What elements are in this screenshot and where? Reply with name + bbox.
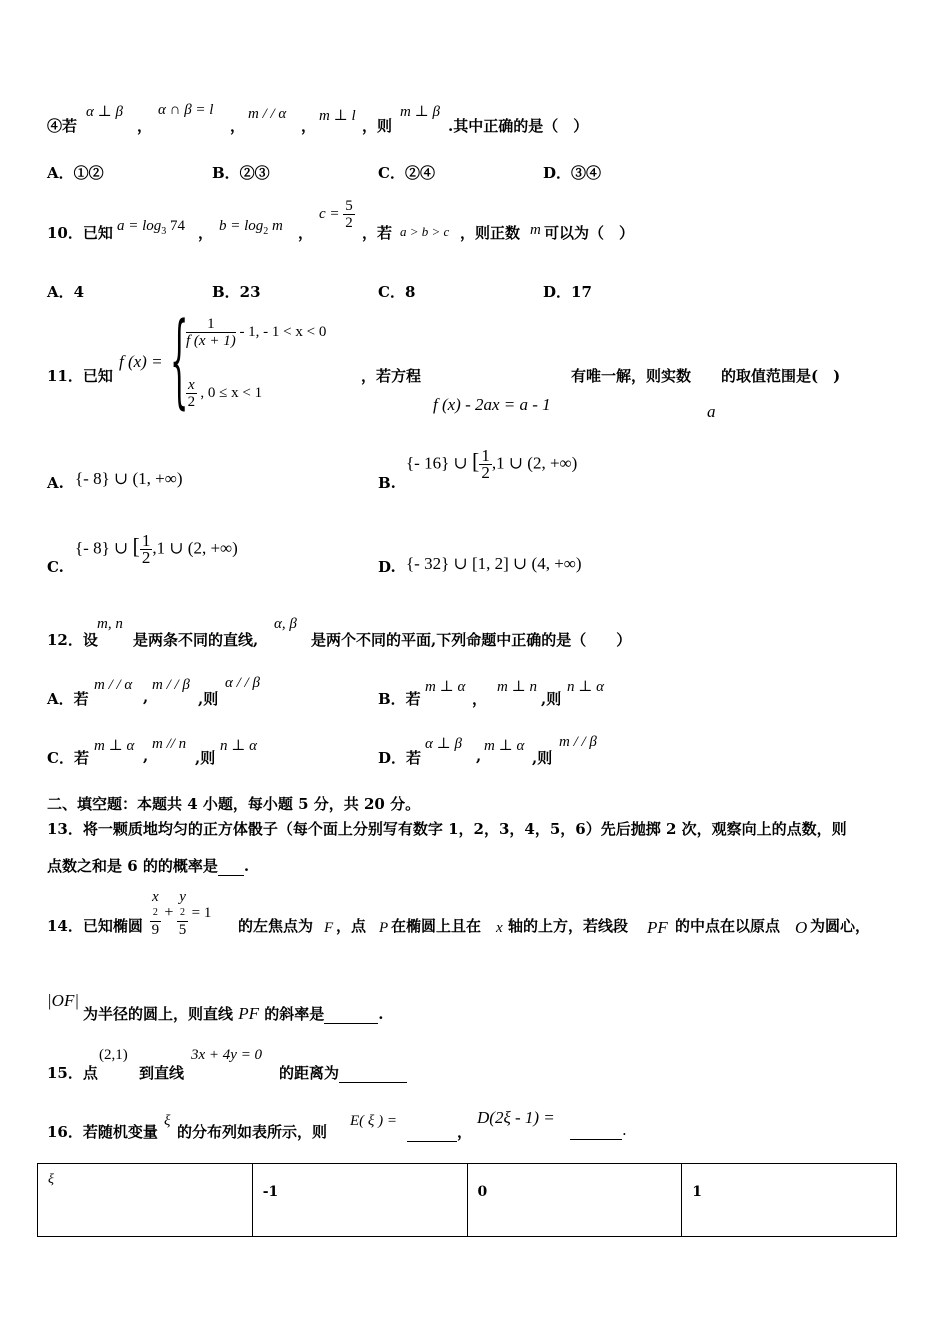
q9-m-perp-l: m ⊥ l — [319, 108, 356, 124]
q11-option-d-expr[interactable]: {- 32} ∪ [1, 2] ∪ (4, +∞) — [406, 554, 582, 573]
q16-D: D(2ξ - 1) = — [477, 1108, 555, 1127]
q16-lead: 16．若随机变量 — [47, 1123, 158, 1141]
table-cell: -1 — [252, 1164, 467, 1237]
q10-cond: a > b > c — [400, 224, 450, 239]
q16-E-blank: ， — [407, 1121, 472, 1142]
q10-b-expr: $b = \log_2 m$ — [219, 218, 283, 237]
q12-option-c-e1: m ⊥ α — [94, 738, 135, 754]
section-heading: 二、填空题：本题共 4 小题，每小题 5 分，共 20 分。 — [47, 795, 421, 813]
q9-option-a[interactable]: A．①② — [47, 164, 104, 182]
q11-case1: $\frac{1}{f (x + 1)}$ - 1, - 1 < x < 0 — [186, 316, 327, 349]
q9-alpha-cap-beta: α ∩ β = l — [158, 102, 214, 118]
q14-p-lead: ，点 — [336, 917, 367, 935]
q10-m-var: m — [530, 222, 541, 238]
q14-PF: PF — [647, 918, 668, 937]
q12-option-b-s2: ,则 — [541, 690, 562, 708]
q12-option-a-e2: m / / β — [152, 677, 190, 693]
q11-lead: 11．已知 — [47, 367, 113, 385]
q14-lead: 14．已知椭圆 — [47, 917, 143, 935]
q12-option-d-s2: ,则 — [532, 749, 553, 767]
q14-line2: 为半径的圆上，则直线 PF 的斜率是 . — [83, 1004, 384, 1023]
q11-option-c-label[interactable]: C. — [47, 558, 64, 576]
q15-point: (2,1) — [99, 1047, 128, 1063]
q11-option-b-label[interactable]: B. — [378, 474, 396, 492]
table-cell: 0 — [467, 1164, 682, 1237]
q14-on-ellipse: 在椭圆上且在 — [391, 917, 482, 935]
q12-lead: 12．设 — [47, 631, 98, 649]
q12-option-b-e1: m ⊥ α — [425, 679, 466, 695]
q12-option-d-e3: m / / β — [559, 734, 597, 750]
q12-option-a-s2: ,则 — [198, 690, 219, 708]
q14-x-axis: x — [496, 920, 503, 936]
q10-a-expr: $a = \log_3 74$ — [117, 218, 186, 237]
q11-a-var: a — [707, 402, 716, 421]
q9-option-d[interactable]: D．③④ — [543, 164, 602, 182]
q15-line: 3x + 4y = 0 — [191, 1047, 263, 1063]
q9-tail: .其中正确的是（ ） — [448, 117, 589, 135]
q14-P: P — [379, 920, 389, 936]
q12-option-c-e3: n ⊥ α — [220, 738, 257, 754]
q11-brace: { — [170, 302, 189, 421]
q9-stmt4-lead: ④若 — [47, 117, 78, 135]
q13-line1: 13．将一颗质地均匀的正方体骰子（每个面上分别写有数字 1，2，3，4，5，6）先后抛掷 2 次，观察向上的点数，则 — [47, 820, 847, 838]
q12-option-c-e2: m // n — [152, 736, 187, 752]
q10-comma: ， — [298, 224, 314, 242]
q11-option-b-expr[interactable]: {- 16} ∪ [ $\frac{1}{2}$ ,1 ∪ (2, +∞) — [406, 446, 578, 482]
q9-then: ，则 — [362, 117, 393, 135]
q12-option-a-e1: m / / α — [94, 677, 133, 693]
q11-tail: 的取值范围是( ) — [721, 367, 841, 385]
q11-option-a-expr[interactable]: {- 8} ∪ (1, +∞) — [75, 469, 183, 488]
q12-option-a-s1: , — [143, 688, 149, 706]
q12-mn: m, n — [97, 616, 123, 632]
q9-m-perp-beta: m ⊥ β — [400, 104, 440, 120]
q16-d-answer-blank[interactable] — [570, 1121, 622, 1140]
q13-line2: 点数之和是 6 的的概率是 . — [47, 857, 250, 875]
q14-O: O — [795, 918, 808, 937]
q12-option-a-label[interactable]: A．若 — [47, 690, 89, 708]
distribution-table — [37, 1163, 897, 1237]
q11-mid2: 有唯一解，则实数 — [571, 367, 692, 385]
q10-cond-lead: ，若 — [362, 224, 393, 242]
q12-option-c-s1: , — [143, 747, 149, 765]
q12-option-b-label[interactable]: B．若 — [378, 690, 421, 708]
q9-option-c[interactable]: C．②④ — [378, 164, 435, 182]
q14-axis-text: 轴的上方，若线段 — [508, 917, 629, 935]
q16-mid: 的分布列如表所示，则 — [177, 1123, 328, 1141]
q12-option-b-e2: m ⊥ n — [497, 679, 537, 695]
q14-center-text: 为圆心， — [810, 917, 871, 935]
table-cell: 1 — [682, 1164, 897, 1237]
q10-lead: 10．已知 — [47, 224, 113, 242]
q11-option-c-expr[interactable]: {- 8} ∪ [ $\frac{1}{2}$ ,1 ∪ (2, +∞) — [75, 531, 238, 567]
q11-fx: f (x) = — [119, 352, 163, 371]
q12-option-b-e3: n ⊥ α — [567, 679, 604, 695]
q14-OF: |OF| — [47, 991, 80, 1010]
q14-mid-text: 的中点在以原点 — [675, 917, 781, 935]
q12-tail: 是两个不同的平面,下列命题中正确的是（ ） — [311, 631, 632, 649]
q9-alpha-perp-beta: α ⊥ β — [86, 104, 123, 120]
q14-ellipse: x 2 9 + y 2 5 = 1 — [151, 889, 212, 938]
table-row — [38, 1164, 897, 1237]
q9-comma: ， — [301, 117, 317, 135]
q9-m-parallel-alpha: m / / α — [248, 106, 287, 122]
q16-D-blank: . — [570, 1121, 627, 1140]
q13-answer-blank[interactable] — [218, 857, 244, 876]
q12-option-d-e1: α ⊥ β — [425, 736, 462, 752]
q15-lead: 15．点 — [47, 1064, 98, 1082]
q12-option-d-label[interactable]: D．若 — [378, 749, 422, 767]
q16-e-answer-blank[interactable] — [407, 1123, 457, 1142]
q10-option-c[interactable]: C．8 — [378, 283, 416, 301]
q12-option-c-s2: ,则 — [195, 749, 216, 767]
q11-option-a-label[interactable]: A. — [47, 474, 64, 492]
q16-xi: ξ — [164, 1113, 171, 1129]
q15-tail: 的距离为 — [279, 1062, 407, 1083]
q10-option-d[interactable]: D．17 — [543, 283, 592, 301]
q12-option-c-label[interactable]: C．若 — [47, 749, 89, 767]
q11-equation: f (x) - 2ax = a - 1 — [433, 395, 551, 414]
q14-F: F — [324, 920, 334, 936]
q15-to-line: 到直线 — [139, 1064, 185, 1082]
q10-option-b[interactable]: B．23 — [212, 283, 261, 301]
q12-option-b-s1: ， — [472, 690, 488, 708]
q12-mid: 是两条不同的直线, — [133, 631, 259, 649]
q16-E: E( ξ ) = — [350, 1113, 397, 1129]
q9-option-b[interactable]: B．②③ — [212, 164, 270, 182]
q12-option-a-e3: α / / β — [225, 675, 260, 691]
q14-focus-text: 的左焦点为 — [238, 917, 314, 935]
q9-comma: ， — [137, 117, 153, 135]
q12-option-d-s1: , — [476, 747, 482, 765]
q10-comma: ， — [198, 224, 214, 242]
q10-c-expr: c = $\frac{5}{2}$ — [319, 198, 353, 231]
q11-mid: ，若方程 — [361, 367, 422, 385]
q11-option-d-label[interactable]: D. — [378, 558, 396, 576]
q12-option-d-e2: m ⊥ α — [484, 738, 525, 754]
q9-comma: ， — [230, 117, 246, 135]
q10-option-a[interactable]: A．4 — [47, 283, 85, 301]
q15-answer-blank[interactable] — [339, 1064, 407, 1083]
q10-tail: 可以为（ ） — [544, 224, 635, 242]
table-cell: ξ — [38, 1164, 253, 1237]
q11-case2: $\frac{x}{2}$ , 0 ≤ x < 1 — [187, 377, 263, 410]
q14-answer-blank[interactable] — [324, 1005, 378, 1024]
q12-ab: α, β — [274, 616, 297, 632]
q10-mid: ，则正数 — [460, 224, 521, 242]
